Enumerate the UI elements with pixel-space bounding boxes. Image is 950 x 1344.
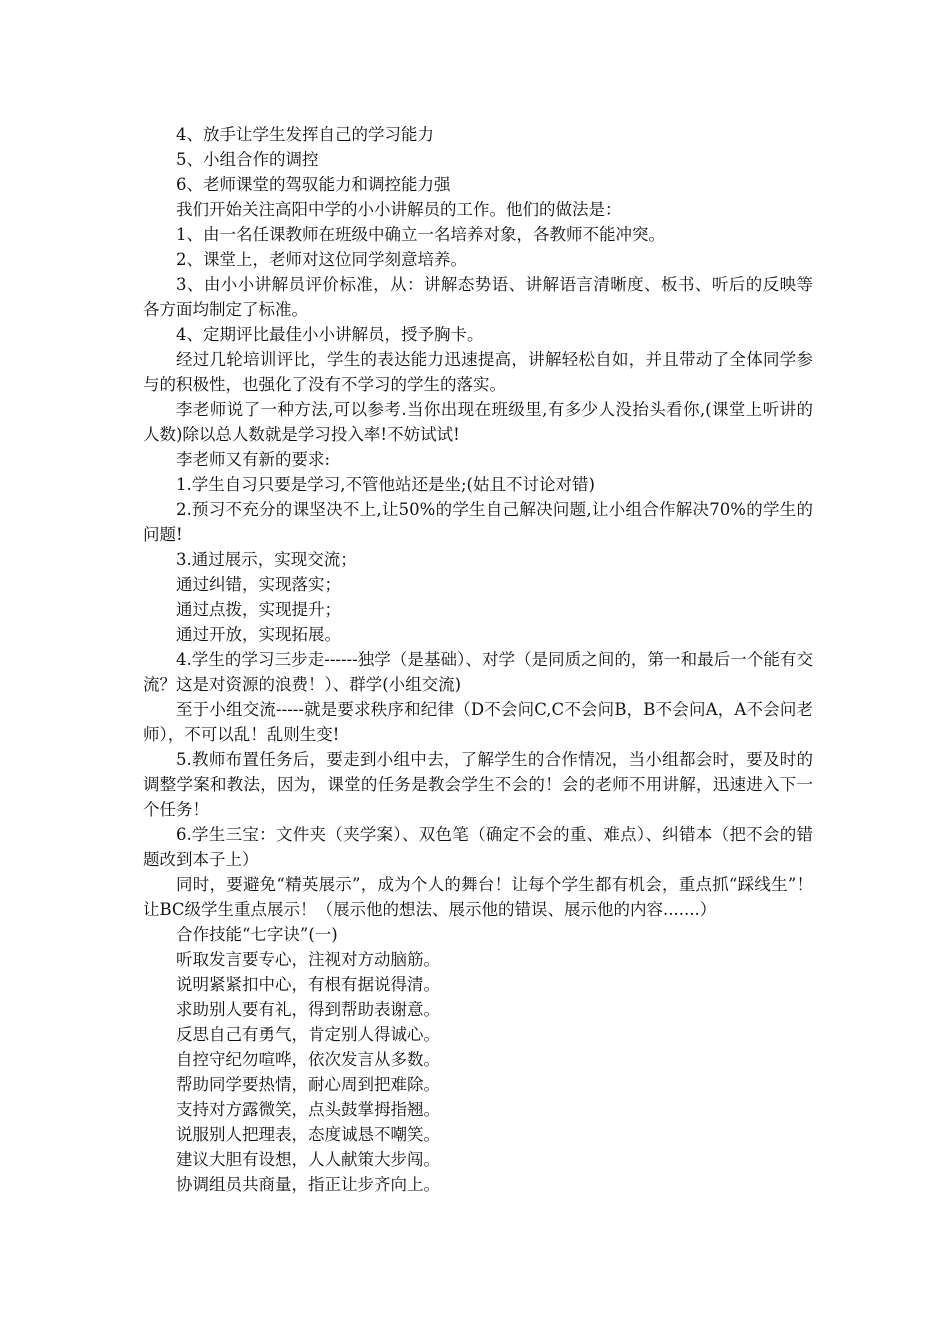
paragraph: 4.学生的学习三步走------独学（是基础）、对学（是同质之间的，第一和最后一个能有交流？这是对资源的浪费！）、群学(小组交流) bbox=[143, 650, 813, 694]
paragraph: 通过纠错，实现落实； bbox=[176, 575, 341, 594]
paragraph: 3.通过展示，实现交流； bbox=[176, 550, 357, 569]
rhyme-line: 协调组员共商量，指正让步齐向上。 bbox=[176, 1175, 440, 1194]
paragraph: 6.学生三宝：文件夹（夹学案）、双色笔（确定不会的重、难点）、纠错本（把不会的错题改到本子上） bbox=[143, 825, 813, 869]
rhyme-line: 自控守纪勿喧哗，依次发言从多数。 bbox=[176, 1050, 440, 1069]
rhyme-line: 支持对方露微笑，点头鼓掌拇指翘。 bbox=[176, 1100, 440, 1119]
paragraph: 5.教师布置任务后，要走到小组中去，了解学生的合作情况，当小组都会时，要及时的调整学案和教法，因为，课堂的任务是教会学生不会的！会的老师不用讲解，迅速进入下一个任务！ bbox=[143, 750, 813, 819]
rhyme-line: 听取发言要专心，注视对方动脑筋。 bbox=[176, 950, 440, 969]
paragraph: 1.学生自习只要是学习,不管他站还是坐;(姑且不讨论对错) bbox=[176, 475, 595, 494]
paragraph: 6、老师课堂的驾驭能力和调控能力强 bbox=[176, 175, 451, 194]
rhyme-line: 求助别人要有礼，得到帮助表谢意。 bbox=[176, 1000, 440, 1019]
paragraph: 3、由小小讲解员评价标准，从：讲解态势语、讲解语言清晰度、板书、听后的反映等各方面均制定了标准。 bbox=[143, 275, 813, 319]
paragraph: 至于小组交流-----就是要求秩序和纪律（D不会问C,C不会问B，B不会问A，A不会问老师），不可以乱！乱则生变! bbox=[143, 700, 813, 744]
rhyme-line: 帮助同学要热情，耐心周到把难除。 bbox=[176, 1075, 440, 1094]
document-page bbox=[143, 122, 813, 1197]
paragraph: 通过开放，实现拓展。 bbox=[176, 625, 341, 644]
paragraph: 李老师又有新的要求: bbox=[176, 450, 331, 469]
rhyme-line: 反思自己有勇气，肯定别人得诚心。 bbox=[176, 1025, 440, 1044]
paragraph: 李老师说了一种方法,可以参考.当你出现在班级里,有多少人没抬头看你,(课堂上听讲的人数)除以总人数就是学习投入率!不妨试试! bbox=[143, 400, 813, 444]
section-heading: 合作技能“七字诀”(一) bbox=[176, 925, 338, 944]
rhyme-line: 说服别人把理表，态度诚恳不嘲笑。 bbox=[176, 1125, 440, 1144]
paragraph: 同时，要避免“精英展示”，成为个人的舞台！让每个学生都有机会，重点抓“踩线生”！让BC级学生重点展示！（展示他的想法、展示他的错误、展示他的内容.......） bbox=[143, 875, 813, 919]
paragraph: 我们开始关注高阳中学的小小讲解员的工作。他们的做法是： bbox=[176, 200, 622, 219]
rhyme-line: 建议大胆有设想，人人献策大步闯。 bbox=[176, 1150, 440, 1169]
paragraph: 2、课堂上，老师对这位同学刻意培养。 bbox=[176, 250, 467, 269]
paragraph: 5、小组合作的调控 bbox=[176, 150, 319, 169]
paragraph: 经过几轮培训评比，学生的表达能力迅速提高，讲解轻松自如，并且带动了全体同学参与的积极性，也强化了没有不学习的学生的落实。 bbox=[143, 350, 813, 394]
paragraph: 4、放手让学生发挥自己的学习能力 bbox=[176, 125, 434, 144]
paragraph: 1、由一名任课教师在班级中确立一名培养对象，各教师不能冲突。 bbox=[176, 225, 665, 244]
rhyme-line: 说明紧紧扣中心，有根有据说得清。 bbox=[176, 975, 440, 994]
paragraph: 4、定期评比最佳小小讲解员，授予胸卡。 bbox=[176, 325, 484, 344]
paragraph: 2.预习不充分的课坚决不上,让50%的学生自己解决问题,让小组合作解决70%的学生的问题! bbox=[143, 500, 813, 544]
paragraph: 通过点拨，实现提升； bbox=[176, 600, 341, 619]
